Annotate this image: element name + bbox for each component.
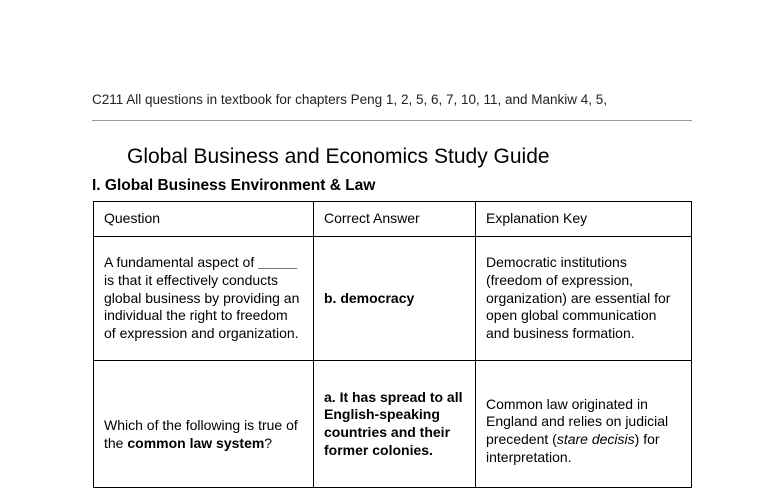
answer-cell: b. democracy [314, 237, 476, 361]
course-header-line: C211 All questions in textbook for chapters Peng 1, 2, 5, 6, 7, 10, 11, and Mankiw 4, 5, [92, 92, 608, 107]
header-divider [92, 120, 692, 121]
table-row [94, 361, 692, 488]
question-cell [94, 361, 314, 488]
column-header-answer: Correct Answer [314, 202, 476, 237]
explanation-cell: Democratic institutions (freedom of expression, organization) are essential for open global communication and business formation. [476, 237, 692, 361]
column-header-explanation: Explanation Key [476, 202, 692, 237]
explanation-text: Common law originated in England and relies on judicial precedent ( [486, 395, 669, 447]
table-header-row [94, 202, 692, 237]
answer-cell: a. It has spread to all English-speaking countries and their former colonies. [314, 361, 476, 488]
explanation-text: ) for interpretation. [486, 431, 660, 465]
table-row [94, 237, 692, 361]
question-text: A fundamental aspect of [104, 254, 259, 271]
explanation-cell [476, 361, 692, 488]
question-blank: _____ [258, 254, 298, 271]
column-header-question: Question [94, 202, 314, 237]
question-text: is that it effectively conducts global business by providing an individual the right to freedom of expression and organization. [104, 271, 300, 342]
question-text: Which of the following is true of the [104, 417, 298, 451]
question-text: ? [264, 435, 273, 451]
question-cell [94, 237, 314, 361]
study-guide-table [93, 201, 692, 488]
page-title: Global Business and Economics Study Guide [127, 145, 550, 168]
section-heading: I. Global Business Environment & Law [92, 177, 376, 194]
explanation-italic-term: stare decisis [556, 431, 635, 447]
question-key-term: common law system [127, 435, 265, 451]
